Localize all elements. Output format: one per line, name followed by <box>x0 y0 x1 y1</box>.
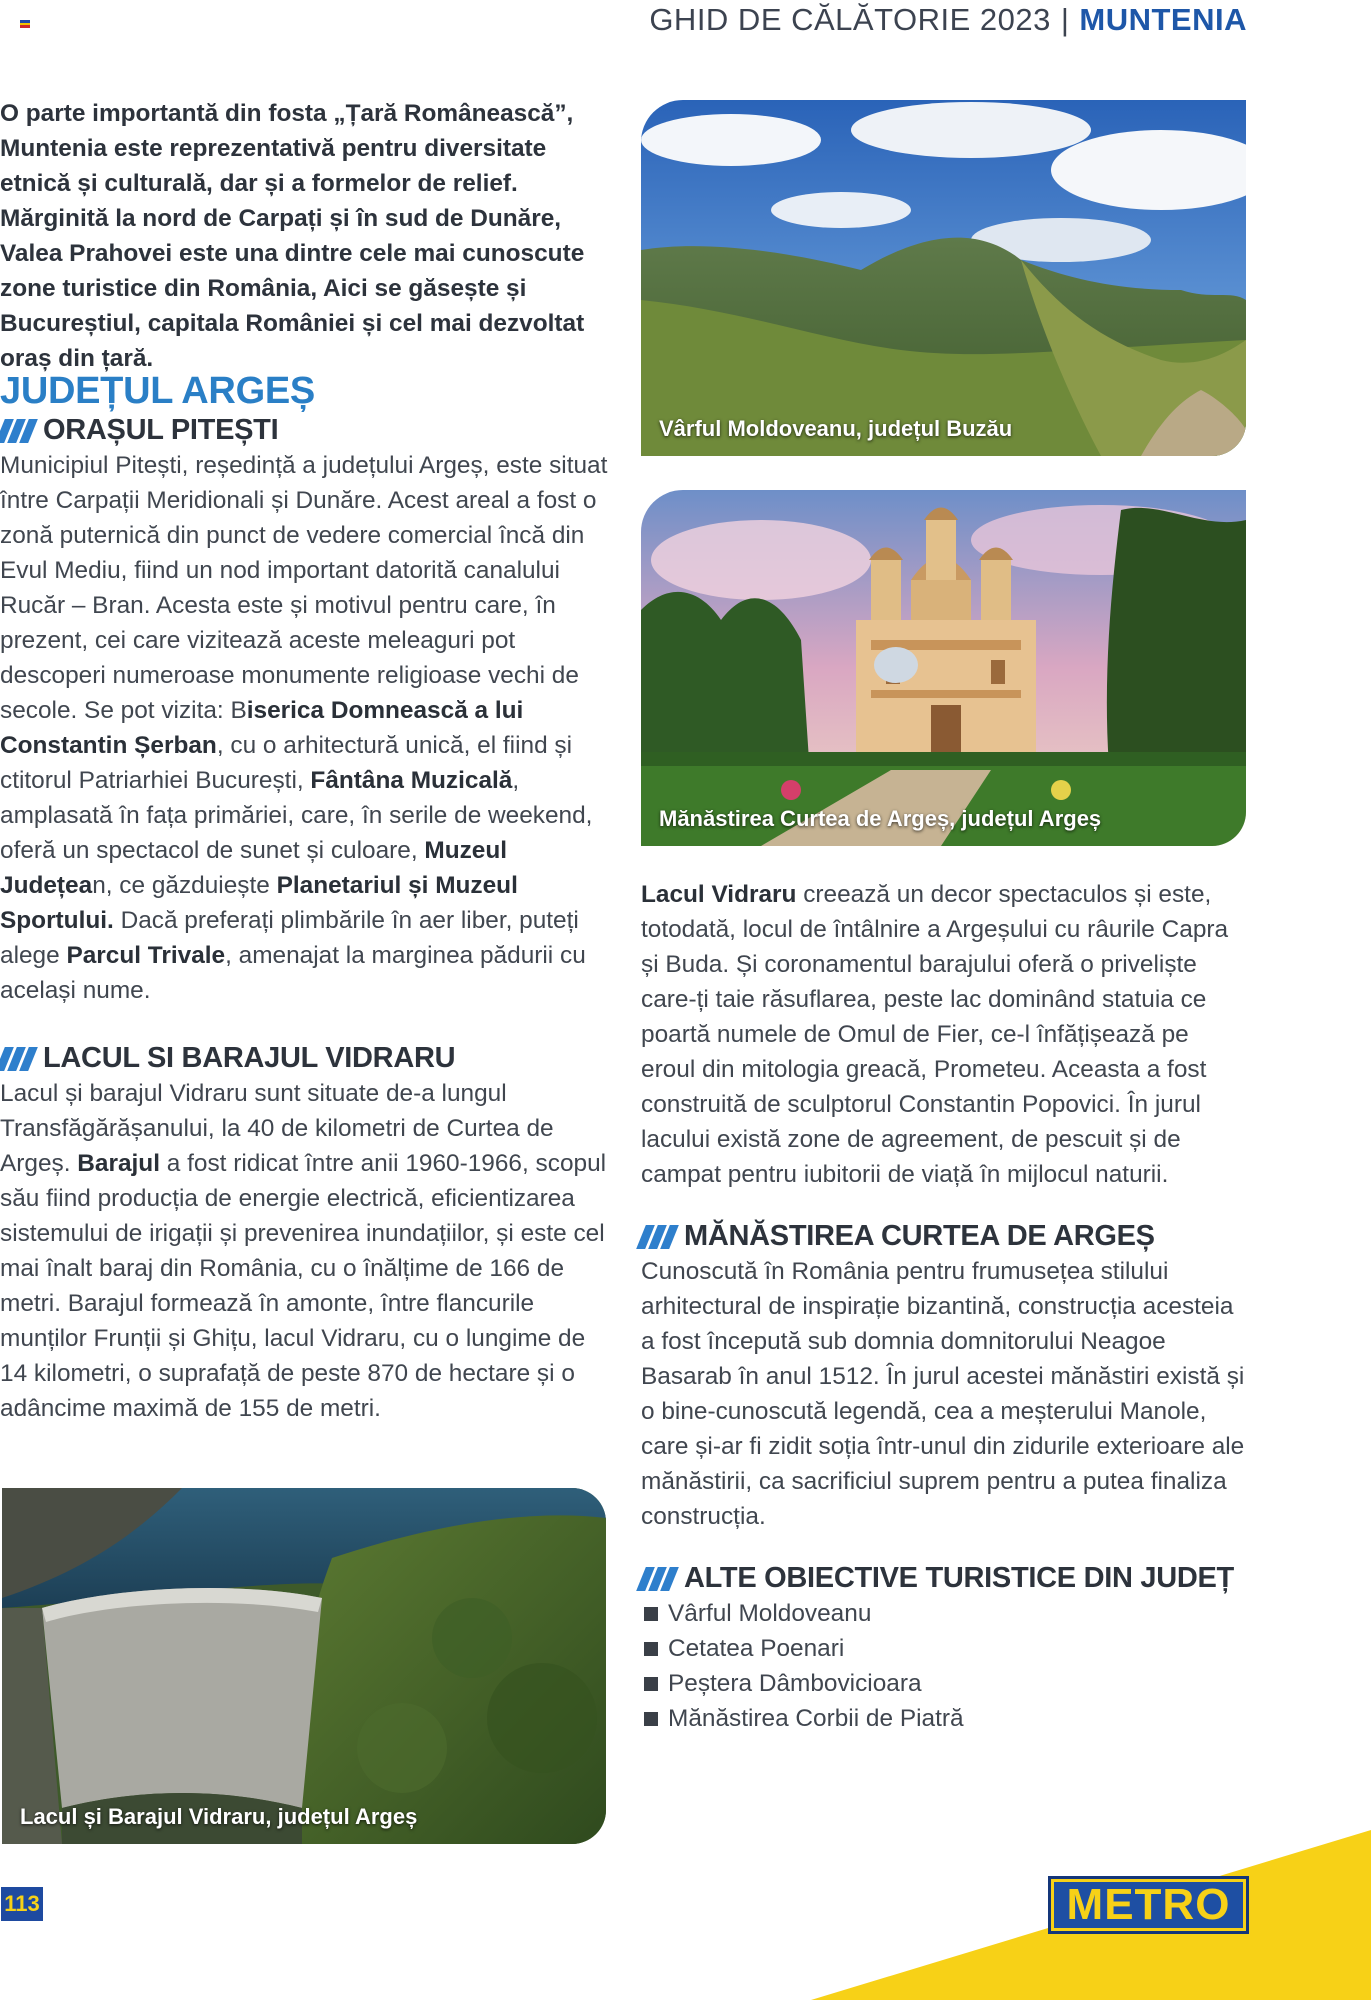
section-heading-text: MĂNĂSTIREA CURTEA DE ARGEȘ <box>684 1220 1155 1252</box>
slash-icon <box>641 1225 674 1249</box>
highlight-text: Parcul Trivale <box>66 942 226 969</box>
section-heading-monastery <box>641 1218 1246 1254</box>
list-item <box>641 1596 1246 1631</box>
header-separator: | <box>1060 2 1070 37</box>
highlight-text: Fântâna Muzicală <box>310 767 513 794</box>
text-run: Municipiul Pitești, reședință a județului Argeș, este situat între Carpații Meridionali și Dunăre. Acest areal a fost o zonă puternică din punct de vedere comercial încă din Evul Mediu, fiind un nod important datorită canalului Rucăr – Bran. Acesta este și motivul pentru care, în prezent, cei care vizitează aceste meleaguri pot descoperi numeroase monumente religioase vechi de secole. Se pot vizita: B <box>0 452 608 724</box>
photo-moldoveanu <box>641 100 1246 456</box>
vidraru-section <box>0 1040 608 1426</box>
section-heading-pitesti <box>0 412 608 448</box>
region-title: MUNTENIA <box>1079 2 1247 37</box>
highlight-text: Muzeul Județea <box>0 837 508 899</box>
vidraru-paragraph <box>0 1076 608 1426</box>
other-sights-section <box>641 1560 1246 1736</box>
pitesti-paragraph <box>0 448 608 1008</box>
monastery-section <box>641 1218 1246 1534</box>
text-run: n, ce găzduiește <box>92 872 277 899</box>
section-heading-text: ALTE OBIECTIVE TURISTICE DIN JUDEȚ <box>684 1562 1234 1594</box>
photo-caption: Vârful Moldoveanu, județul Buzău <box>659 416 1013 441</box>
photo-vidraru-dam <box>2 1488 606 1844</box>
bullet-square-icon <box>644 1607 658 1621</box>
slash-icon <box>0 1047 33 1071</box>
county-heading: JUDEȚUL ARGEȘ <box>0 370 315 412</box>
text-run: Lacul și barajul Vidraru sunt situate de-a lungul Transfăgărășanului, la 40 de kilometri de Curtea de Argeș. <box>0 1080 554 1177</box>
highlight-text: Barajul <box>77 1150 160 1177</box>
section-heading-vidraru <box>0 1040 608 1076</box>
text-run: a fost ridicat între anii 1960-1966, scopul său fiind producția de energie electrică, eficientizarea sistemului de irigații și prevenirea inundațiilor, și este cel mai înalt baraj din România, cu o înălțime de 166 de metri. Barajul formează în amonte, între flancurile munților Frunții și Ghițu, lacul Vidraru, cu o lungime de 14 kilometri, o suprafață de peste 870 de hectare și o adâncime maximă de 155 de metri. <box>0 1150 607 1422</box>
list-item-label: Cetatea Poenari <box>668 1635 845 1662</box>
page-number: 113 <box>1 1887 43 1921</box>
sights-list <box>641 1596 1246 1736</box>
highlight-text: Lacul Vidraru <box>641 881 797 908</box>
highlight-text: Planetariul și Muzeul Sportului. <box>0 872 518 934</box>
slash-icon <box>0 419 33 443</box>
text-run: , amplasată în fața primăriei, care, în serile de weekend, oferă un spectacol de sunet și culoare, <box>0 767 593 864</box>
text-run: , amenajat la marginea pădurii cu același nume. <box>0 942 586 1004</box>
list-item <box>641 1666 1246 1701</box>
metro-logo-text: METRO <box>1054 1882 1243 1928</box>
monastery-image <box>641 490 1246 846</box>
list-item-label: Vârful Moldoveanu <box>668 1600 872 1627</box>
left-column <box>0 96 608 376</box>
bullet-square-icon <box>644 1677 658 1691</box>
slash-icon <box>641 1567 674 1591</box>
bullet-square-icon <box>644 1642 658 1656</box>
list-item-label: Peștera Dâmbovicioara <box>668 1670 922 1697</box>
photo-caption: Lacul și Barajul Vidraru, județul Argeș <box>20 1804 418 1829</box>
mountain-image <box>641 100 1246 456</box>
list-item-label: Mănăstirea Corbii de Piatră <box>668 1705 964 1732</box>
text-run: creează un decor spectaculos și este, totodată, locul de întâlnire a Argeșului cu râurile Capra și Buda. Și coronamentul barajului oferă o priveliște care-ți taie răsuflarea, peste lac dominând statuia ce poartă numele de Omul de Fier, ce-l înfățișează pe eroul din mitologia greacă, Prometeu. Aceasta a fost construită de sculptorul Constantin Popovici. În jurul lacului există zone de agreement, de pescuit și de campat pentru iubitorii de viață în mijlocul naturii. <box>641 881 1229 1188</box>
list-item <box>641 1631 1246 1666</box>
photo-curtea-de-arges <box>641 490 1246 846</box>
photo-caption: Mănăstirea Curtea de Argeș, județul Argeș <box>659 806 1102 831</box>
text-run: , cu o arhitectură unică, el fiind și ctitorul Patriarhiei București, <box>0 732 573 794</box>
lake-text-section <box>641 877 1246 1192</box>
section-heading-text: ORAȘUL PITEȘTI <box>43 414 279 446</box>
lake-paragraph <box>641 877 1246 1192</box>
dam-image <box>2 1488 606 1844</box>
page-header <box>649 2 1247 38</box>
guide-title: GHID DE CĂLĂTORIE 2023 <box>649 2 1051 37</box>
flag-icon <box>20 20 30 28</box>
section-heading-text: LACUL SI BARAJUL VIDRARU <box>43 1042 456 1074</box>
monastery-paragraph: Cunoscută în România pentru frumusețea stilului arhitectural de inspirație bizantină, construcția acesteia a fost începută sub domnia domnitorului Neagoe Basarab în anul 1512. În jurul acestei mănăstiri există și o bine-cunoscută legendă, cea a meșterului Manole, care și-ar fi zidit soția într-unul din zidurile exterioare ale mănăstirii, ca sacrificiul suprem pentru a putea finaliza construcția. <box>641 1258 1245 1530</box>
list-item <box>641 1701 1246 1736</box>
highlight-text: iserica Domnească a lui Constantin Șerban <box>0 697 524 759</box>
section-heading-other-sights <box>641 1560 1246 1596</box>
metro-logo <box>1048 1876 1249 1934</box>
bullet-square-icon <box>644 1712 658 1726</box>
pitesti-section <box>0 370 608 1008</box>
text-run: Dacă preferați plimbările în aer liber, puteți alege <box>0 907 579 969</box>
intro-paragraph: O parte importantă din fosta „Țară Românească”, Muntenia este reprezentativă pentru diversitate etnică și culturală, dar și a formelor de relief. Mărginită la nord de Carpați și în sud de Dunăre, Valea Prahovei este una dintre cele mai cunoscute zone turistice din România, Aici se găsește și Bucureștiul, capitala României și cel mai dezvoltat oraș din țară. <box>0 100 585 372</box>
